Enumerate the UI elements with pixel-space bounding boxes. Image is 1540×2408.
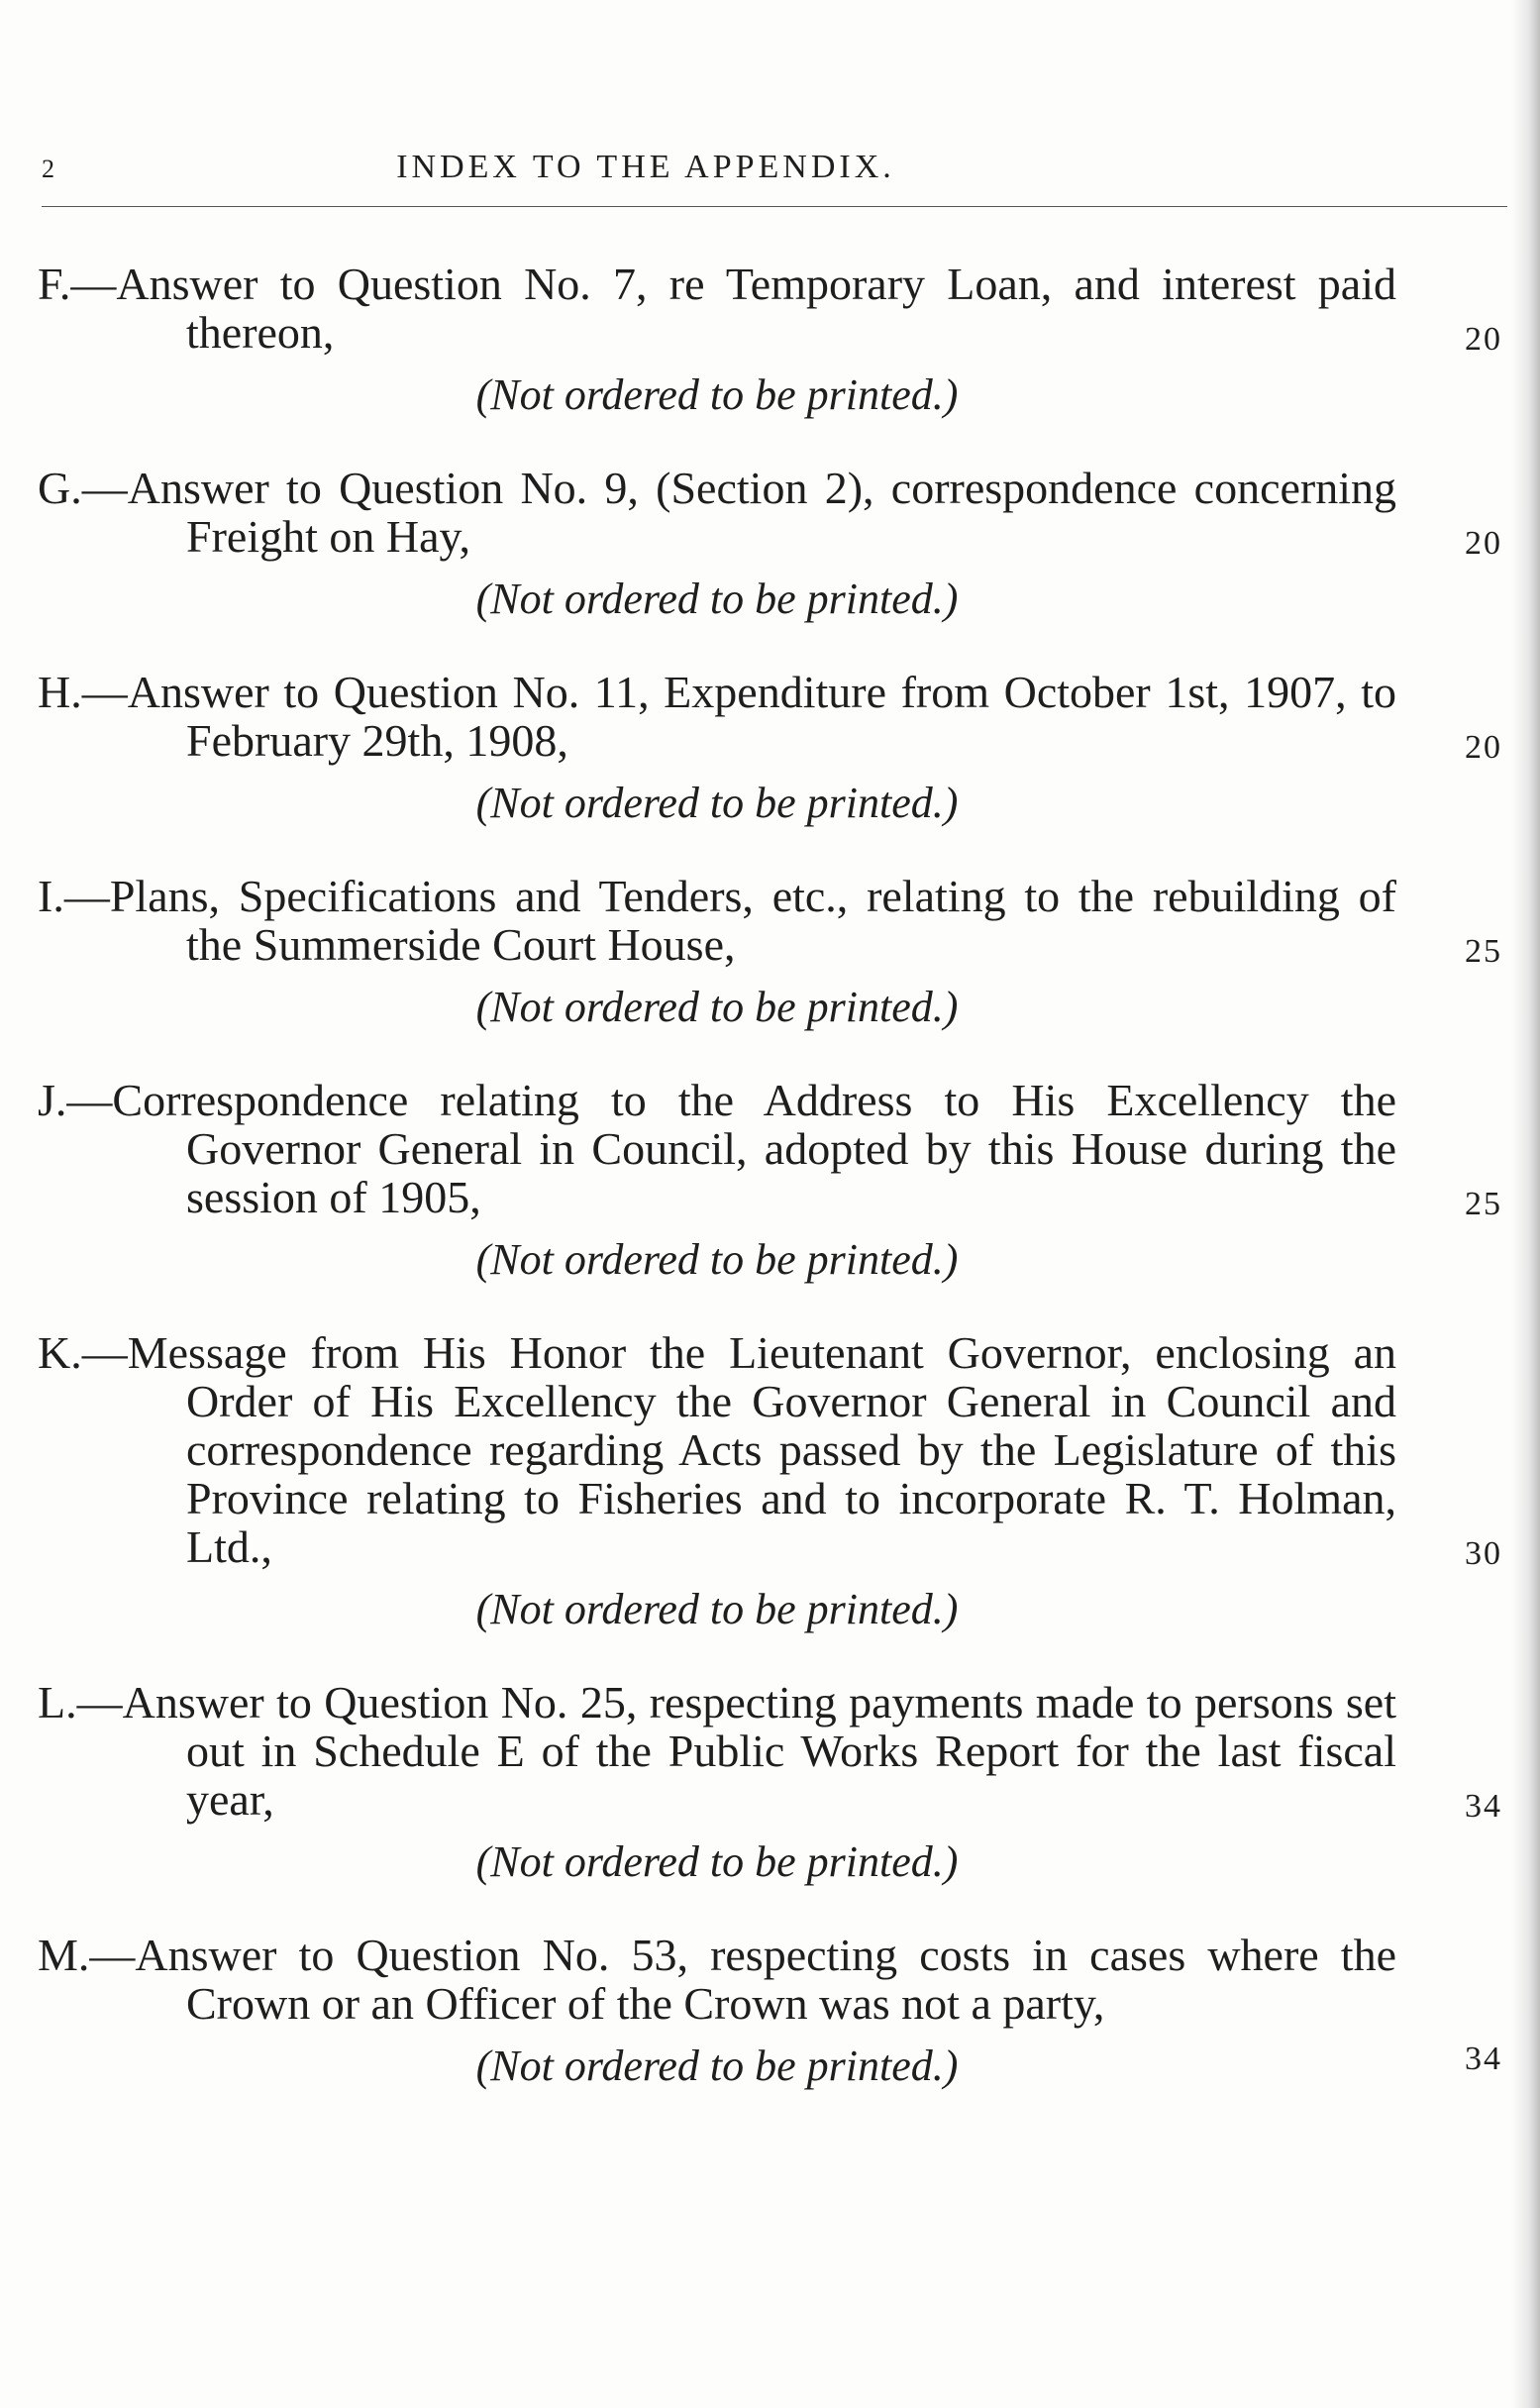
entry-note: (Not ordered to be printed.) xyxy=(475,779,959,827)
entry-letter: K. xyxy=(38,1327,82,1378)
entry-page-number: 20 xyxy=(1465,525,1502,562)
entry-letter: G. xyxy=(38,463,82,513)
entry-description xyxy=(38,1931,1396,2028)
entry-description xyxy=(38,668,1396,765)
entry-text: —Correspondence relating to the Address to His Excellency the Governor General in Council, adopted by this House during the session of 1905, xyxy=(66,1075,1396,1222)
index-entry-g xyxy=(0,464,1540,624)
entry-text: —Answer to Question No. 11, Expenditure from October 1st, 1907, to February 29th, 1908, xyxy=(81,667,1396,766)
entry-page-number: 20 xyxy=(1465,729,1502,766)
entry-text: —Message from His Honor the Lieutenant Governor, enclosing an Order of His Excellency the Governor General in Council and correspondence regarding Acts passed by the Legislature of this Province relating to Fisheries and to incorporate R. T. Holman, Ltd., xyxy=(81,1327,1396,1572)
entry-page-number: 34 xyxy=(1465,1788,1502,1825)
entry-description xyxy=(38,872,1396,969)
entry-letter: J. xyxy=(38,1075,67,1125)
entry-description xyxy=(38,1678,1396,1824)
entry-description xyxy=(38,464,1396,561)
entry-text: —Answer to Question No. 7, re Temporary Loan, and interest paid thereon, xyxy=(70,259,1396,358)
index-entry-m xyxy=(0,1931,1540,2091)
entry-note: (Not ordered to be printed.) xyxy=(475,1837,959,1886)
entry-description xyxy=(38,260,1396,357)
entry-letter: F. xyxy=(38,259,71,309)
entry-text: —Plans, Specifications and Tenders, etc., relating to the rebuilding of the Summerside Court House, xyxy=(63,871,1396,970)
index-entry-i xyxy=(0,872,1540,1032)
index-entry-k xyxy=(0,1328,1540,1634)
entry-letter: H. xyxy=(38,667,82,717)
entry-note: (Not ordered to be printed.) xyxy=(475,1235,959,1284)
entry-text: —Answer to Question No. 53, respecting costs in cases where the Crown or an Officer of the Crown was not a party, xyxy=(89,1930,1396,2029)
page-number: 2 xyxy=(42,155,55,183)
entry-note: (Not ordered to be printed.) xyxy=(475,575,959,623)
page-header xyxy=(42,149,1507,196)
entry-note: (Not ordered to be printed.) xyxy=(475,1585,959,1633)
entry-text: —Answer to Question No. 25, respecting payments made to persons set out in Schedule E of the Public Works Report for the last fiscal year, xyxy=(76,1677,1396,1825)
entry-page-number: 20 xyxy=(1465,321,1502,358)
entry-note: (Not ordered to be printed.) xyxy=(475,2042,959,2090)
entry-page-number: 25 xyxy=(1465,1186,1502,1222)
entry-letter: L. xyxy=(38,1677,77,1727)
entry-letter: M. xyxy=(38,1930,90,1980)
entry-description xyxy=(38,1076,1396,1221)
entry-page-number: 34 xyxy=(1465,2041,1502,2077)
entry-page-number: 30 xyxy=(1465,1535,1502,1572)
entry-letter: I. xyxy=(38,871,64,921)
index-entry-f xyxy=(0,260,1540,420)
entry-page-number: 25 xyxy=(1465,933,1502,970)
index-entry-l xyxy=(0,1678,1540,1887)
entry-note: (Not ordered to be printed.) xyxy=(475,983,959,1031)
index-entries xyxy=(0,260,1540,2135)
index-entry-j xyxy=(0,1076,1540,1285)
page-title: INDEX TO THE APPENDIX. xyxy=(396,149,895,185)
header-rule xyxy=(42,206,1507,207)
index-entry-h xyxy=(0,668,1540,828)
entry-text: —Answer to Question No. 9, (Section 2), correspondence concerning Freight on Hay, xyxy=(81,463,1396,562)
entry-note: (Not ordered to be printed.) xyxy=(475,370,959,419)
entry-description xyxy=(38,1328,1396,1571)
